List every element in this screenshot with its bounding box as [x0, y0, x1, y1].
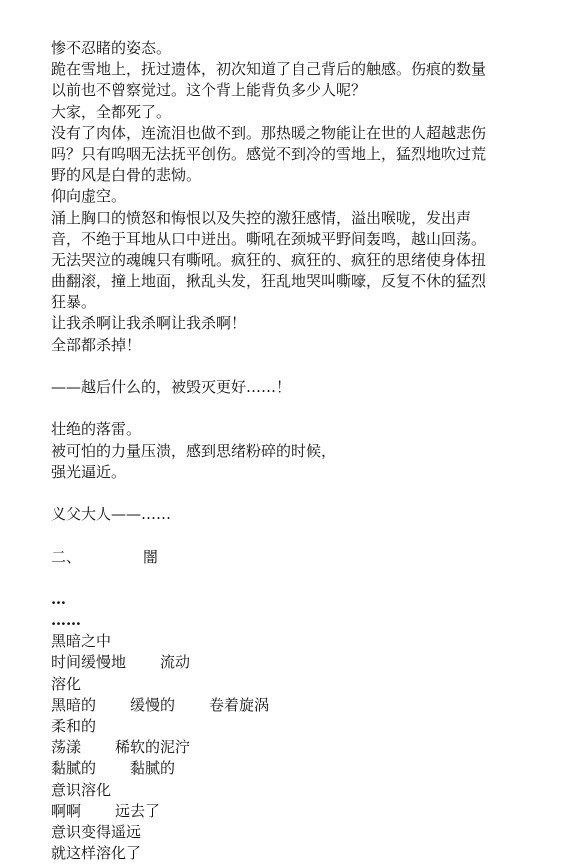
ellipsis-line: ……: [51, 611, 81, 630]
blank-line: [51, 398, 529, 419]
text-line: 音，不绝于耳地从口中迸出。嘶吼在颈城平野间轰鸣，越山回荡。: [51, 229, 487, 248]
blank-line: [51, 568, 529, 589]
blank-line: [51, 483, 529, 504]
poem-line: 啊啊 远去了: [51, 801, 161, 820]
section-number: 二、: [51, 547, 82, 566]
ellipsis-line: …: [51, 589, 66, 608]
text-line: 大家，全都死了。: [51, 102, 172, 121]
poem-line: 黑暗的 缓慢的 卷着旋涡: [51, 695, 270, 714]
text-line: 吗？只有呜咽无法抚平创伤。感觉不到冷的雪地上，猛烈地吹过荒: [51, 144, 487, 163]
poem-line: 黑暗之中: [51, 632, 112, 651]
section-heading: [51, 547, 529, 568]
text-line: 义父大人——……: [51, 505, 172, 524]
text-line: 惨不忍睹的姿态。: [51, 39, 172, 57]
text-line: 仰向虚空。: [51, 187, 127, 206]
text-line: 全部都杀掉！: [51, 335, 142, 354]
blank-line: [51, 356, 529, 377]
text-line: 曲翻滚，撞上地面，揪乱头发，狂乱地哭叫嘶嚎，反复不休的猛烈: [51, 272, 487, 291]
text-line: 没有了肉体，连流泪也做不到。那热暖之物能让在世的人超越悲伤: [51, 123, 487, 142]
text-line: 狂暴。: [51, 293, 97, 312]
document-page: [51, 38, 529, 864]
text-line: 涌上胸口的愤怒和悔恨以及失控的激狂感情，溢出喉咙，发出声: [51, 208, 472, 227]
text-line: ——越后什么的，被毁灭更好……！: [51, 378, 292, 396]
blank-line: [51, 525, 529, 546]
text-line: 被可怕的力量压溃，感到思绪粉碎的时候，: [51, 441, 337, 460]
text-line: 强光逼近。: [51, 462, 127, 481]
poem-line: 意识变得遥远: [51, 822, 142, 841]
poem-line: 柔和的: [51, 717, 97, 735]
text-line: 壮绝的落雷。: [51, 420, 142, 439]
text-line: 野的风是白骨的悲恸。: [51, 166, 202, 185]
text-line: 无法哭泣的魂魄只有嘶吼。疯狂的、疯狂的、疯狂的思绪使身体扭: [51, 250, 487, 269]
poem-line: 黏腻的 黏腻的: [51, 759, 176, 778]
section-title: 闇: [143, 547, 159, 566]
text-line: 让我杀啊让我杀啊让我杀啊！: [51, 314, 247, 333]
poem-line: 溶化: [51, 674, 82, 693]
text-line: 以前也不曾察觉过。这个背上能背负多少人呢？: [51, 81, 367, 100]
poem-line: 荡漾 稀软的泥泞: [51, 738, 191, 757]
poem-line: 意识溶化: [51, 780, 112, 799]
poem-line: 就这样溶化了: [51, 844, 142, 863]
poem-line: 时间缓慢地 流动: [51, 653, 191, 672]
text-line: 跪在雪地上，抚过遗体，初次知道了自己背后的触感。伤痕的数量: [51, 60, 487, 79]
